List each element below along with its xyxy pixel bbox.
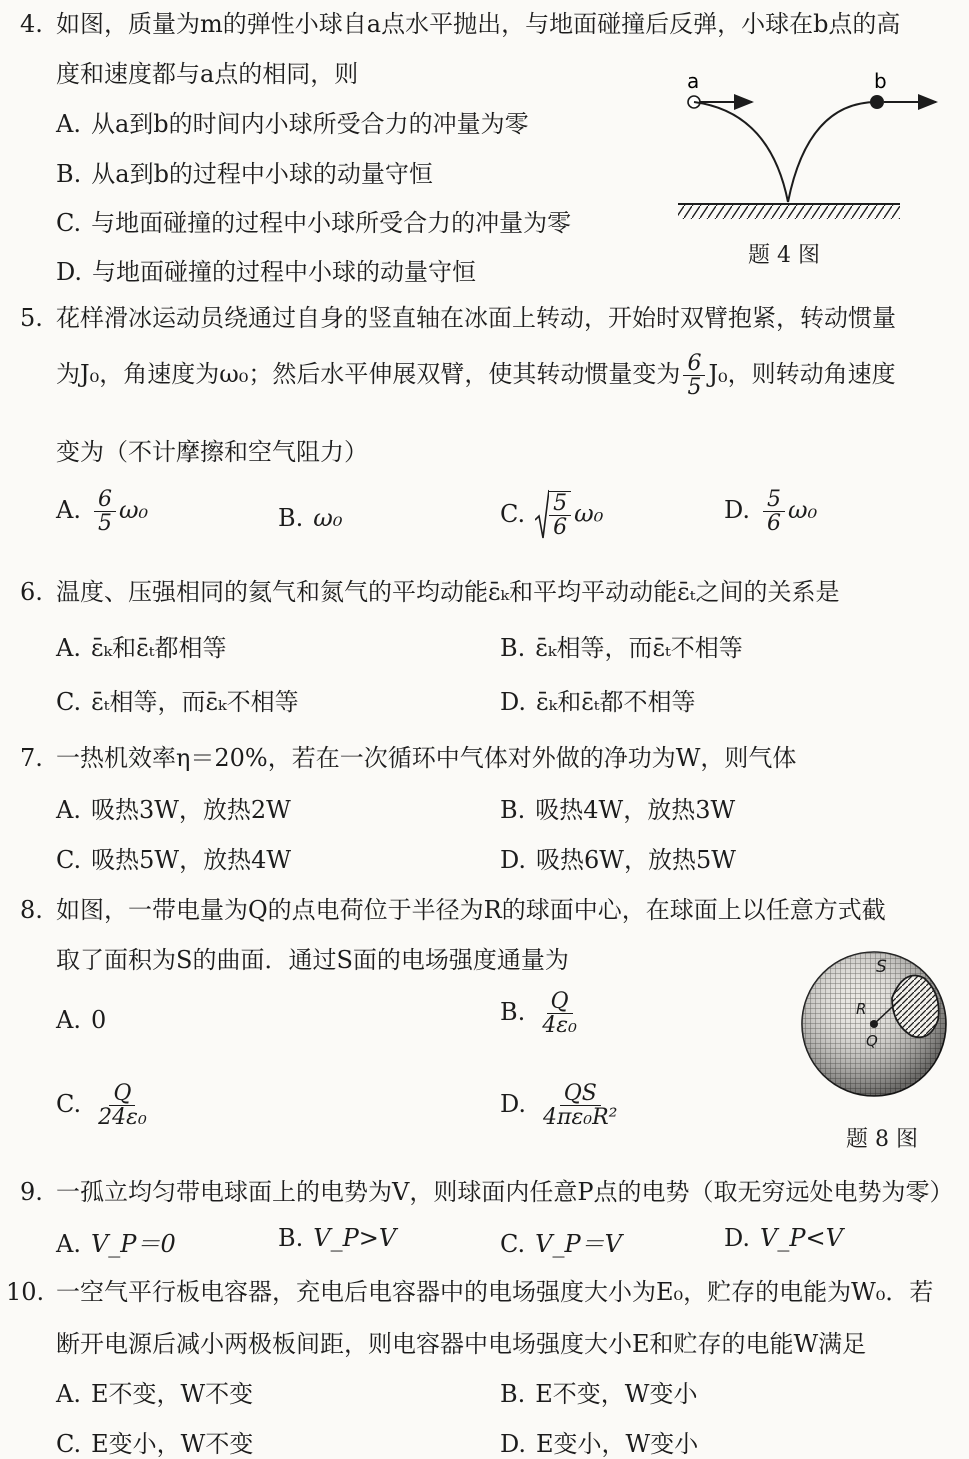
q9-option-a[interactable]: A. V_P＝0 xyxy=(56,1230,176,1258)
q10-stem-line2: 断开电源后减小两极板间距，则电容器中电场强度大小E和贮存的电能W满足 xyxy=(56,1330,867,1358)
q4-option-a[interactable]: A. 从a到b的时间内小球所受合力的冲量为零 xyxy=(56,110,529,138)
q7-stem: 7. 一热机效率η＝20%，若在一次循环中气体对外做的净功为W，则气体 xyxy=(20,744,797,772)
q8-stem-line1: 8. 如图，一带电量为Q的点电荷位于半径为R的球面中心，在球面上以任意方式截 xyxy=(20,896,886,924)
q5-number: 5. xyxy=(20,304,43,332)
q5-stem-line3: 变为（不计摩擦和空气阻力） xyxy=(56,438,368,466)
q5-option-c[interactable]: C. $\frac{5}{6}$ ω₀ xyxy=(500,488,603,542)
q5-option-b[interactable]: B. ω₀ xyxy=(278,504,343,532)
q8-figure xyxy=(800,938,950,1118)
q7-option-c[interactable]: C. 吸热5W，放热4W xyxy=(56,846,292,874)
q5-stem-line1: 5. 花样滑冰运动员绕通过自身的竖直轴在冰面上转动，开始时双臂抱紧，转动惯量 xyxy=(20,304,896,332)
q9-option-d[interactable]: D. V_P<V xyxy=(724,1224,843,1252)
q4-option-b[interactable]: B. 从a到b的过程中小球的动量守恒 xyxy=(56,160,433,188)
q8-label-r: R xyxy=(856,1000,867,1018)
q4-figure-caption: 题 4 图 xyxy=(748,243,820,268)
q8-label-s: S xyxy=(876,957,887,977)
q4-stem-line2: 度和速度都与a点的相同，则 xyxy=(56,60,359,88)
q9-number: 9. xyxy=(20,1178,43,1206)
q4-trajectory-up xyxy=(788,102,877,202)
q5-stem-line2: 为J₀，角速度为ω₀；然后水平伸展双臂，使其转动惯量变为 $\frac{6}{5}$ J₀，则转动角速度 xyxy=(56,351,896,401)
q5-option-d[interactable]: D. $\frac{5}{6}$ ω₀ xyxy=(724,487,818,537)
q7-option-a[interactable]: A. 吸热3W，放热2W xyxy=(56,796,291,824)
q4-figure xyxy=(660,62,950,232)
q4-option-c[interactable]: C. 与地面碰撞的过程中小球所受合力的冲量为零 xyxy=(56,209,572,237)
q4-point-a-label: a xyxy=(687,69,700,93)
q6-number: 6. xyxy=(20,578,43,606)
sqrt-icon xyxy=(535,488,549,542)
q4-ground-hatch xyxy=(678,205,900,219)
q10-option-d[interactable]: D. E变小，W变小 xyxy=(500,1430,699,1458)
q6-option-c[interactable]: C. ε̄ₜ相等，而ε̄ₖ不相等 xyxy=(56,688,299,716)
q5-option-a[interactable]: A. $\frac{6}{5}$ ω₀ xyxy=(56,487,149,537)
q9-option-b[interactable]: B. V_P>V xyxy=(278,1224,397,1252)
q6-option-b[interactable]: B. ε̄ₖ相等，而ε̄ₜ不相等 xyxy=(500,634,743,662)
q10-option-b[interactable]: B. E不变，W变小 xyxy=(500,1380,698,1408)
q6-option-a[interactable]: A. ε̄ₖ和ε̄ₜ都相等 xyxy=(56,634,227,662)
q10-stem-line1: 10. 一空气平行板电容器，充电后电容器中的电场强度大小为E₀，贮存的电能为W₀．若 xyxy=(6,1278,934,1306)
q8-center-charge xyxy=(870,1020,878,1028)
q8-option-d[interactable]: D. $\frac{QS}{\text{4πε₀R²}}$ xyxy=(500,1081,618,1131)
q4-point-b-label: b xyxy=(874,69,887,93)
q6-stem: 6. 温度、压强相同的氦气和氮气的平均动能ε̄ₖ和平均平动动能ε̄ₜ之间的关系是 xyxy=(20,578,840,606)
q7-number: 7. xyxy=(20,744,43,772)
q5-stem-fraction: $\frac{6}{5}$ xyxy=(683,352,705,399)
q8-option-b[interactable]: B. $\frac{Q}{\text{4ε₀}}$ xyxy=(500,989,577,1039)
q9-stem: 9. 一孤立均匀带电球面上的电势为V，则球面内任意P点的电势（取无穷远处电势为零） xyxy=(20,1178,954,1206)
q10-number: 10. xyxy=(6,1278,45,1306)
q7-option-b[interactable]: B. 吸热4W，放热3W xyxy=(500,796,736,824)
q8-option-c[interactable]: C. $\frac{Q}{\text{24ε₀}}$ xyxy=(56,1081,147,1131)
q8-stem-line2: 取了面积为S的曲面．通过S面的电场强度通量为 xyxy=(56,946,569,974)
q8-figure-caption: 题 8 图 xyxy=(846,1127,918,1152)
q7-option-d[interactable]: D. 吸热6W，放热5W xyxy=(500,846,736,874)
q4-trajectory-down xyxy=(694,102,788,202)
q8-label-q: Q xyxy=(866,1032,878,1050)
q4-stem-line1: 4. 如图，质量为m的弹性小球自a点水平抛出，与地面碰撞后反弹，小球在b点的高 xyxy=(20,10,901,38)
q8-number: 8. xyxy=(20,896,43,924)
q4-number: 4. xyxy=(20,10,43,38)
q6-option-d[interactable]: D. ε̄ₖ和ε̄ₜ都不相等 xyxy=(500,688,696,716)
q10-option-c[interactable]: C. E变小，W不变 xyxy=(56,1430,254,1458)
q4-option-d[interactable]: D. 与地面碰撞的过程中小球的动量守恒 xyxy=(56,258,477,286)
q9-option-c[interactable]: C. V_P＝V xyxy=(500,1230,622,1258)
q10-option-a[interactable]: A. E不变，W不变 xyxy=(56,1380,254,1408)
q8-option-a[interactable]: A. 0 xyxy=(56,1006,107,1034)
